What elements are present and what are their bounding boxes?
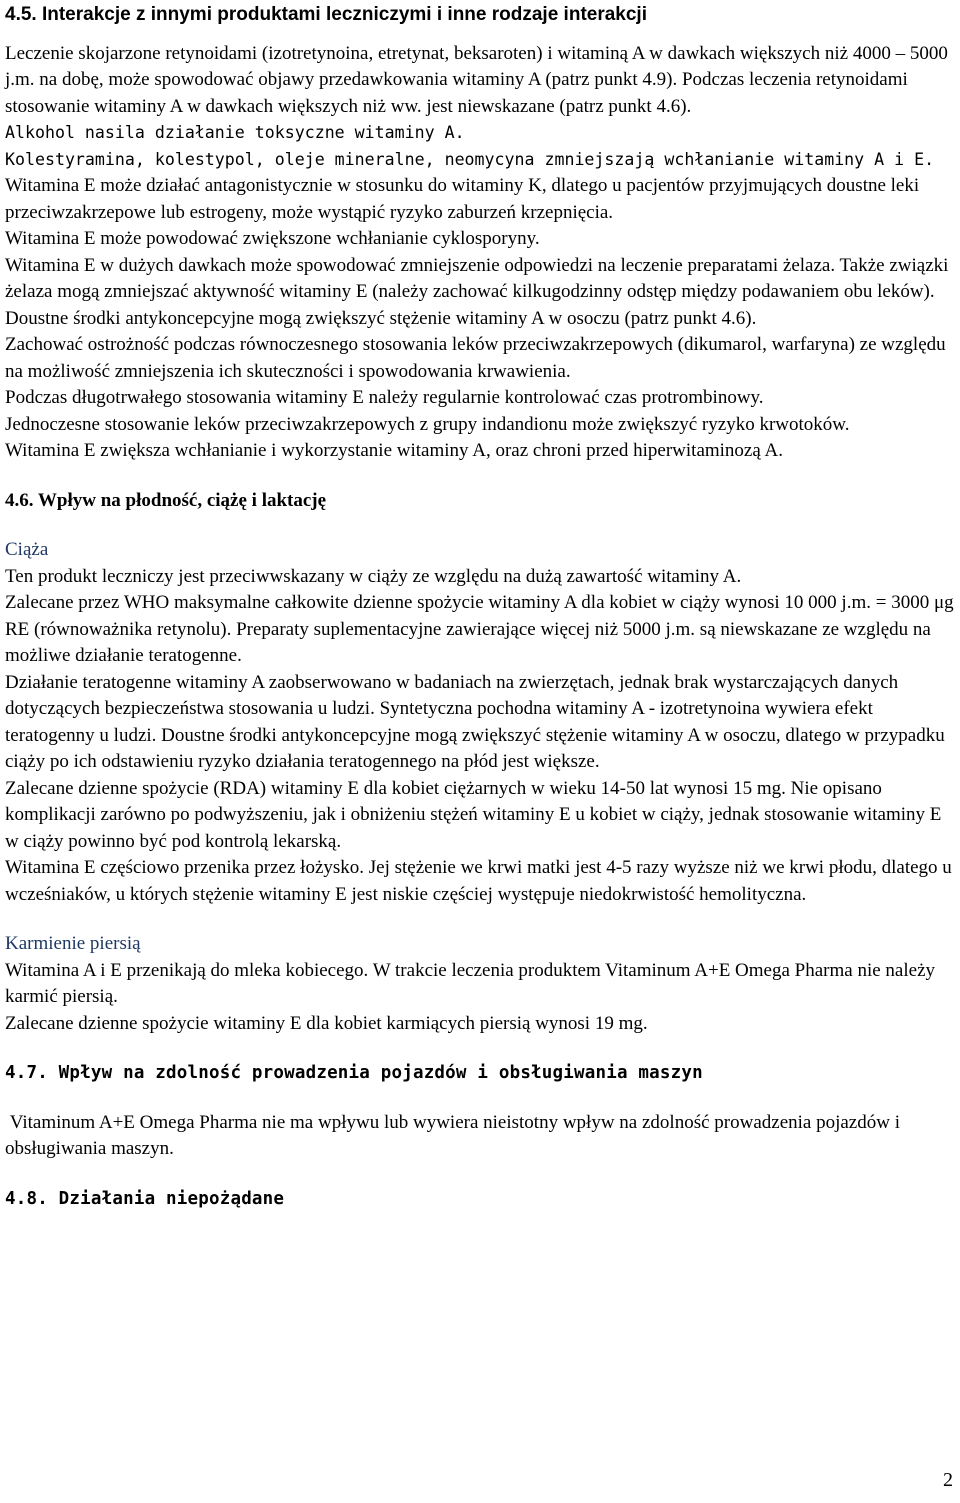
- pregnancy-who-intake-paragraph: Zalecane przez WHO maksymalne całkowite dzienne spożycie witaminy A dla kobiet w ciąży wynosi 10 000 j.m. = 3000 μg RE (równoważnika retynolu). Preparaty suplementacyjne zawierające więcej niż 5000 j.m. są niewskazane ze względu na możliwe działanie teratogenne.: [5, 592, 954, 666]
- section-4-5-heading: 4.5. Interakcje z innymi produktami leczniczymi i inne rodzaje interakcji: [5, 4, 647, 25]
- interaction-prothrombin-paragraph: Podczas długotrwałego stosowania witaminy E należy regularnie kontrolować czas protrombinowy.: [5, 387, 764, 408]
- interaction-indandione-paragraph: Jednoczesne stosowanie leków przeciwzakrzepowych z grupy indandionu może zwiększyć ryzyko krwotoków.: [5, 413, 850, 435]
- breastfeeding-milk-paragraph: Witamina A i E przenikają do mleka kobiecego. W trakcie leczenia produktem Vitaminum A+E Omega Pharma nie należy karmić piersią.: [5, 959, 936, 1007]
- pregnancy-rda-paragraph: Zalecane dzienne spożycie (RDA) witaminy E dla kobiet ciężarnych w wieku 14-50 lat wynosi 15 mg. Nie opisano komplikacji zarówno po podwyższeniu, jak i obniżeniu stężeń witaminy E u kobiet w ciąży, jednak stosowanie witaminy E w ciąży powinno być pod kontrolą lekarską.: [5, 777, 942, 852]
- section-4-6-heading: 4.6. Wpływ na płodność, ciążę i laktację: [5, 489, 327, 511]
- section-4-8-heading: 4.8. Działania niepożądane: [5, 1188, 285, 1209]
- interaction-alcohol-paragraph: Alkohol nasila działanie toksyczne witaminy A.: [5, 123, 465, 142]
- pregnancy-teratogenic-paragraph: Działanie teratogenne witaminy A zaobserwowano w badaniach na zwierzętach, jednak brak wystarczających danych dotyczących bezpieczeństwa stosowania u ludzi. Syntetyczna pochodna witaminy A - izotretynoina wywiera efekt teratogenny u ludzi. Doustne środki antykoncepcyjne mogą zwiększyć stężenie witaminy A w osoczu, dlatego w przypadku ciąży po ich odstawieniu ryzyko działania teratogennego na płód jest większe.: [5, 671, 945, 772]
- breastfeeding-intake-paragraph: Zalecane dzienne spożycie witaminy E dla kobiet karmiących piersią wynosi 19 mg.: [5, 1012, 648, 1034]
- page-number: 2: [943, 1469, 953, 1491]
- interaction-cyclosporine-paragraph: Witamina E może powodować zwiększone wchłanianie cyklosporyny.: [5, 228, 540, 249]
- pregnancy-contraindication-paragraph: Ten produkt leczniczy jest przeciwwskazany w ciąży ze względu na dużą zawartość witaminy A.: [5, 565, 742, 587]
- interaction-iron-paragraph: Witamina E w dużych dawkach może spowodować zmniejszenie odpowiedzi na leczenie preparatami żelaza. Także związki żelaza mogą zmniejszać aktywność witaminy E (należy zachować kilkugodzinny odstęp między podawaniem obu leków).: [5, 254, 949, 302]
- interaction-hypervitaminosis-paragraph: Witamina E zwiększa wchłanianie i wykorzystanie witaminy A, oraz chroni przed hiperwitaminozą A.: [5, 440, 783, 461]
- interaction-cholestyramine-paragraph: Kolestyramina, kolestypol, oleje mineralne, neomycyna zmniejszają wchłanianie witaminy A i E.: [5, 149, 935, 169]
- pregnancy-subheading: Ciąża: [5, 539, 49, 560]
- breastfeeding-subheading: Karmienie piersią: [5, 933, 141, 954]
- driving-ability-paragraph: Vitaminum A+E Omega Pharma nie ma wpływu lub wywiera nieistotny wpływ na zdolność prowadzenia pojazdów i obsługiwania maszyn.: [5, 1111, 905, 1159]
- pregnancy-placenta-paragraph: Witamina E częściowo przenika przez łożysko. Jej stężenie we krwi matki jest 4-5 razy wyższe niż we krwi płodu, dlatego u wcześniaków, u których stężenie witaminy E jest niskie częściej występuje niedokrwistość hemolityczna.: [5, 857, 952, 905]
- section-4-7-heading: 4.7. Wpływ na zdolność prowadzenia pojazdów i obsługiwania maszyn: [5, 1063, 703, 1083]
- interaction-retinoids-paragraph: Leczenie skojarzone retynoidami (izotretynoina, etretynat, beksaroten) i witaminą A w dawkach większych niż 4000 – 5000 j.m. na dobę, może spowodować objawy przedawkowania witaminy A (patrz punkt 4.9). Podczas leczenia retynoidami stosowanie witaminy A w dawkach większych niż ww. jest niewskazane (patrz punkt 4.6).: [5, 42, 948, 117]
- interaction-vitamin-k-paragraph: Witamina E może działać antagonistycznie w stosunku do witaminy K, dlatego u pacjentów przyjmujących doustne leki przeciwzakrzepowe lub estrogeny, może wystąpić ryzyko zaburzeń krzepnięcia.: [5, 175, 920, 223]
- interaction-contraceptives-paragraph: Doustne środki antykoncepcyjne mogą zwiększyć stężenie witaminy A w osoczu (patrz punkt 4.6).: [5, 307, 757, 329]
- document-page: [5, 2, 955, 1212]
- interaction-anticoagulants-paragraph: Zachować ostrożność podczas równoczesnego stosowania leków przeciwzakrzepowych (dikumarol, warfaryna) ze względu na możliwość zmniejszenia ich skuteczności i spowodowania krwawienia.: [5, 334, 946, 382]
